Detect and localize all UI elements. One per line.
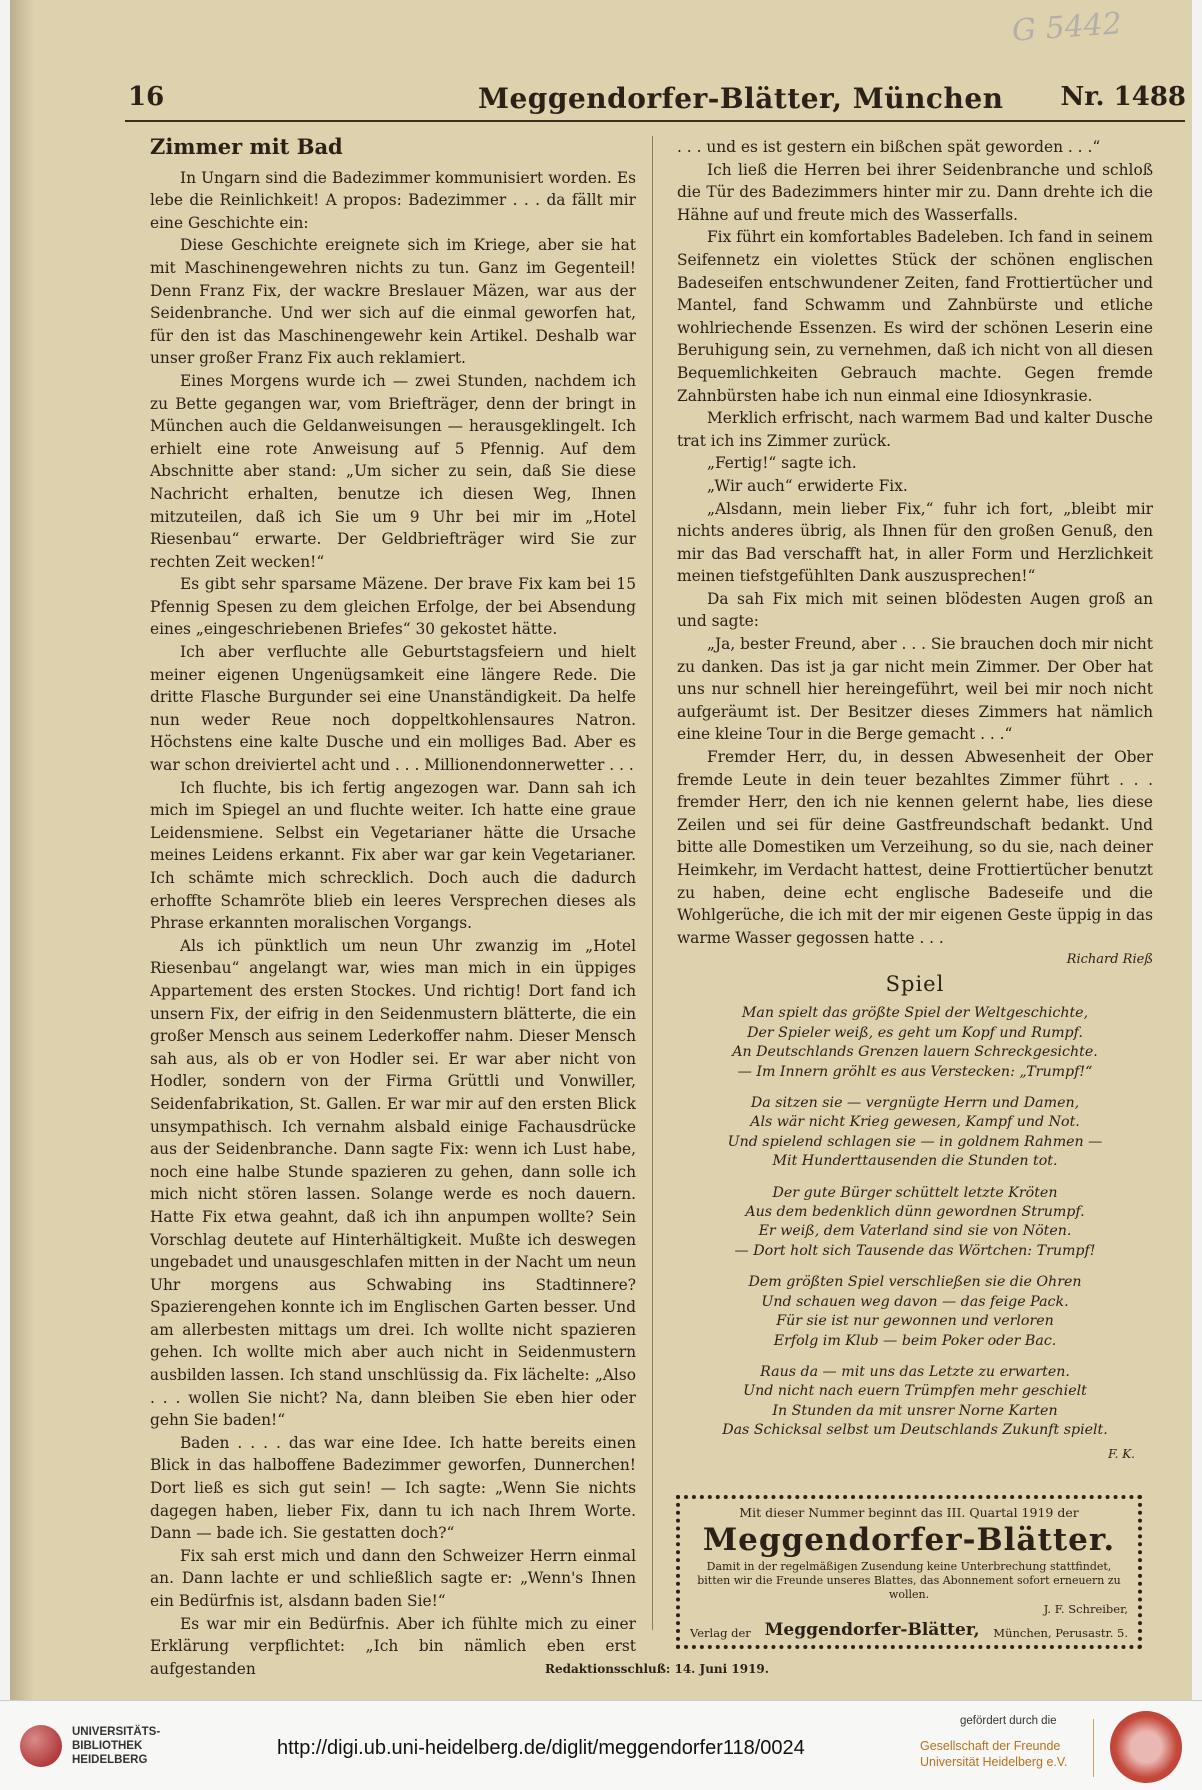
poem-line: Erfolg im Klub — beim Poker oder Bac.: [773, 1332, 1057, 1349]
article-paragraph: „Wir auch“ erwiderte Fix.: [707, 476, 908, 495]
shelfmark-pencil-note: G 5442: [1011, 6, 1124, 49]
article-paragraph: Merklich erfrischt, nach warmem Bad und kalter Dusche trat ich ins Zimmer zurück.: [677, 409, 1153, 450]
poem-stanza: [677, 1184, 1153, 1262]
article-paragraph: Fix führt ein komfortables Badeleben. Ich fand in seinem Seifennetz ein violettes Stück der schönen englischen Badeseifen entschwundener Zeiten, fand Frottiertücher und Mantel, fand Schwamm und Zahnbürste und etliche wohlriechende Essenzen. Es wird der schönen Leserin eine Beruhigung sein, zu vernehmen, daß ich nicht von all diesen Bequemlichkeiten Gebrauch machte. Gegen fremde Zahnbürsten habe ich nun einmal eine Idiosynkrasie.: [677, 228, 1153, 405]
poem-line: Das Schicksal selbst um Deutschlands Zukunft spielt.: [722, 1422, 1108, 1439]
poem-line: Mit Hunderttausenden die Stunden tot.: [772, 1153, 1058, 1170]
column-divider: [652, 136, 653, 1630]
poem-line: Der gute Bürger schüttelt letzte Kröten: [772, 1184, 1058, 1201]
poem-line: Und spielend schlagen sie — in goldnem Rahmen —: [727, 1133, 1103, 1150]
advert-publisher: J. F. Schreiber,: [1043, 1602, 1128, 1616]
publication-title: Meggendorfer-Blätter, München: [478, 82, 1004, 115]
poem-line: Da sitzen sie — vergnügte Herrn und Damen,: [750, 1095, 1080, 1112]
poem-stanza: [677, 1004, 1153, 1082]
article-paragraph: Diese Geschichte ereignete sich im Kriege, aber sie hat mit Maschinengewehren nichts zu tun. Ganz im Gegenteil! Denn Franz Fix, der wackre Breslauer Mäzen, war aus der Seidenbranche. Und wer sich auf die einmal geworfen hat, für den ist das Maschinengewehr kein Artikel. Deshalb war unser großer Franz Fix auch reklamiert.: [150, 236, 636, 368]
page-header: [128, 82, 1186, 120]
poem-line: — Dort holt sich Tausende das Wörtchen: Trumpf!: [734, 1242, 1096, 1259]
university-seal-icon: [1110, 1711, 1182, 1783]
poem-line: Als wär nicht Krieg gewesen, Kampf und Not.: [750, 1114, 1080, 1131]
advert-verlag-label: Verlag der: [690, 1626, 751, 1640]
advert-footer: [690, 1620, 1128, 1640]
poem-stanza: [677, 1094, 1153, 1172]
issue-number: Nr. 1488: [1060, 82, 1186, 112]
sponsor-name-line: Universität Heidelberg e.V.: [920, 1755, 1068, 1769]
article-paragraph: „Ja, bester Freund, aber . . . Sie brauchen doch mir nicht zu danken. Das ist ja gar nicht mein Zimmer. Der Ober hat uns nur schnell hier hereingeführt, weil bei mir noch nicht aufgeräumt ist. Der Besitzer dieses Zimmers hat nämlich eine kleine Tour in die Berge gemacht . . .“: [677, 635, 1153, 744]
article-paragraph: „Fertig!“ sagte ich.: [707, 454, 857, 473]
viewer-footer: [0, 1700, 1202, 1790]
poem-line: Man spielt das größte Spiel der Weltgeschichte,: [741, 1005, 1089, 1022]
header-rule: [125, 120, 1185, 122]
sponsor-name-line: Gesellschaft der Freunde: [920, 1739, 1061, 1753]
poem-stanza: [677, 1273, 1153, 1351]
permalink-url[interactable]: http://digi.ub.uni-heidelberg.de/diglit/meggendorfer118/0024: [277, 1737, 805, 1759]
library-seal-icon: [20, 1725, 62, 1767]
article-paragraph: Fremder Herr, du, in dessen Abwesenheit der Ober fremde Leute in dein teuer bezahltes Zimmer führt . . . fremder Herr, den ich nie kennen gelernt habe, lies diese Zeilen und sei für deine Gastfreundschaft bedankt. Und bitte alle Domestiken um Verzeihung, so du sie, nach deiner Heimkehr, im Verdacht hattest, deine Frottiertücher benutzt zu haben, deine echt englische Badeseife und die Wohlgerüche, die ich mit der mir eigenen Geste üppig in das warme Wasser gegossen hatte . . .: [677, 748, 1153, 947]
poem: [677, 972, 1153, 1464]
university-library-logo[interactable]: [20, 1725, 160, 1767]
advert-address: München, Perusastr. 5.: [993, 1626, 1128, 1640]
poem-line: Und schauen weg davon — das feige Pack.: [761, 1293, 1069, 1310]
editorial-deadline: Redaktionsschluß: 14. Juni 1919.: [545, 1662, 769, 1676]
poem-line: Raus da — mit uns das Letzte zu erwarten.: [760, 1363, 1070, 1380]
poem-stanza: [677, 1363, 1153, 1441]
advert-name: Meggendorfer-Blätter.: [702, 1522, 1116, 1558]
poem-line: Und nicht nach euern Trümpfen mehr geschielt: [743, 1383, 1087, 1400]
article-paragraph: Ich fluchte, bis ich fertig angezogen war. Dann sah ich mich im Spiegel an und fluchte weiter. Ich hatte eine graue Leidensmiene. Selbst ein Vegetarianer hätte die Ursache meines Leidens erkannt. Fix aber war gar kein Vegetarianer. Ich schämte mich schrecklich. Doch auch die dadurch erhoffte Schamröte blieb ein leeres Versprechen dieses als Phrase erkannten moralischen Vorgangs.: [150, 778, 636, 933]
poem-line: An Deutschlands Grenzen lauern Schreckgesichte.: [732, 1044, 1098, 1061]
library-name-line: BIBLIOTHEK: [72, 1740, 143, 1752]
article-paragraph: In Ungarn sind die Badezimmer kommunisiert worden. Es lebe die Reinlichkeit! A propos: Badezimmer . . . da fällt mir eine Geschichte ein:: [150, 168, 636, 232]
article-author: Richard Rieß: [1066, 952, 1153, 968]
left-column: [150, 136, 636, 1680]
poem-title: Spiel: [885, 972, 945, 996]
article-paragraph: Als ich pünktlich um neun Uhr zwanzig im „Hotel Riesenbau“ angelangt war, wies man mich in ein üppiges Appartement des ersten Stockes. Und richtig! Dort fand ich unsern Fix, der eifrig in den Seidenmustern blätterte, die ein großer Mensch aus seinem Lederkoffer nahm. Dieser Mensch sah aus, als ob er von Hodler sei. Er war aber nicht von Hodler, sondern von der Firma Grüttli und Vonwiller, Seidenfabrikation, St. Gallen. Er war mir auf den ersten Blick unsympathisch. Ich vernahm alsbald einige Fachausdrücke aus der Seidenbranche. Dann sagte Fix: wenn ich Lust habe, noch eine halbe Stunde spazieren zu gehen, dann solle ich mich nicht stören lassen. Solange werde es noch dauern. Hatte Fix etwa geahnt, daß ich ihn anpumpen wollte? Sein Vorschlag deutete auf Hinterhältigkeit. Mußte ich deswegen ungebadet und unausgeschlafen mitten in der Nacht um neun Uhr morgens aus Schwabing ins Stadtinnere? Spazierengehen konnte ich im Englischen Garten besser. Und am allerbesten mittags um drei. Ich wollte nicht spazieren gehen. Ich wollte mich aber auch nicht in Seidenmustern ausbilden lassen. Ich stand unschlüssig da. Fix lächelte: „Also . . . wollen Sie nicht? Na, dann bleiben Sie eben hier oder gehn Sie baden!“: [150, 936, 636, 1430]
poem-line: Für sie ist nur gewonnen und verloren: [776, 1313, 1054, 1330]
right-column: [677, 136, 1153, 972]
poem-line: — Im Innern gröhlt es aus Verstecken: „Trumpf!“: [737, 1063, 1093, 1080]
advert-body: Damit in der regelmäßigen Zusendung keine Unterbrechung stattfindet, bitten wir die Freunde unseres Blattes, das Abonnement sofort erneuern zu wollen.: [697, 1560, 1121, 1601]
library-name-line: UNIVERSITÄTS-: [72, 1726, 161, 1738]
subscription-advert: [676, 1495, 1142, 1649]
poem-line: In Stunden da mit unsrer Norne Karten: [772, 1402, 1058, 1419]
article-paragraph: Ich ließ die Herren bei ihrer Seidenbranche und schloß die Tür des Badezimmers hinter mir zu. Dann drehte ich die Hähne auf und freute mich des Wasserfalls.: [677, 160, 1153, 224]
article-paragraph: „Alsdann, mein lieber Fix,“ fuhr ich fort, „bleibt mir nichts anderes übrig, als Ihnen für den großen Genuß, den mir das Bad verschafft hat, in aller Form und Herzlichkeit meinen tiefstgefühlten Dank auszusprechen!“: [677, 499, 1153, 586]
article-paragraph: Da sah Fix mich mit seinen blödesten Augen groß an und sagte:: [677, 589, 1153, 631]
poem-signature: F. K.: [1108, 1446, 1135, 1461]
page-number: 16: [128, 82, 165, 112]
sponsor-name[interactable]: [920, 1738, 1068, 1770]
library-name-line: HEIDELBERG: [72, 1754, 148, 1766]
article-paragraph: Baden . . . . das war eine Idee. Ich hatte bereits einen Blick in das halboffene Badezimmer geworfen, Dunnerchen! Dort ließ es sich gut sein! — Ich sagte: „Wenn Sie nichts dagegen haben, lieber Fix, dann tu ich nach Ihrem Worte. Dann — bade ich. Sie gestatten doch?“: [150, 1433, 636, 1543]
poem-line: Aus dem bedenklich dünn gewordnen Strumpf.: [745, 1204, 1085, 1221]
advert-verlag-name: Meggendorfer-Blätter,: [764, 1620, 980, 1640]
funded-by-label: gefördert durch die: [960, 1715, 1057, 1727]
article-paragraph: Es gibt sehr sparsame Mäzene. Der brave Fix kam bei 15 Pfennig Spesen zu dem gleichen Erfolge, der bei Absendung eines „eingeschriebenen Briefes“ 30 gekostet hätte.: [150, 575, 636, 639]
poem-line: Der Spieler weiß, es geht um Kopf und Rumpf.: [747, 1024, 1083, 1041]
article-paragraph: Ich aber verfluchte alle Geburtstagsfeiern und hielt meiner eigenen Ungenügsamkeit eine längere Rede. Die dritte Flasche Burgunder sei eine Unanständigkeit. Da helfe nun weder Reue noch doppeltkohlensaures Natron. Höchstens eine kalte Dusche und ein molliges Bad. Aber es war schon dreiviertel acht und . . . Millionendonnerwetter . . .: [150, 643, 636, 775]
article-paragraph: Es war mir ein Bedürfnis. Aber ich fühlte mich zu einer Erklärung verpflichtet: „Ich bin nämlich eben erst aufgestanden: [150, 1614, 636, 1678]
advert-intro: Mit dieser Nummer beginnt das III. Quartal 1919 der: [739, 1505, 1079, 1520]
article-paragraph: Eines Morgens wurde ich — zwei Stunden, nachdem ich zu Bette gegangen war, vom Briefträger, denn der bringt in München auch die Geldanweisungen — herausgeklingelt. Ich erhielt eine rote Anweisung auf 5 Pfennig. Auf dem Abschnitte aber stand: „Um sicher zu sein, daß Sie diese Nachricht erhalten, benutze ich diesen Weg, Ihnen mitzuteilen, daß ich Sie um 9 Uhr bei mir im „Hotel Riesenbau“ erwarte. Der Geldbriefträger wird Sie zur rechten Zeit wecken!“: [150, 371, 636, 571]
poem-line: Er weiß, dem Vaterland sind sie von Nöten.: [758, 1223, 1072, 1240]
article-paragraph: Fix sah erst mich und dann den Schweizer Herrn einmal an. Dann lachte er und schließlich sagte er: „Wenn's Ihnen ein Bedürfnis ist, alsdann baden Sie!“: [150, 1546, 636, 1610]
footer-divider: [1093, 1719, 1094, 1777]
poem-line: Dem größten Spiel verschließen sie die Ohren: [748, 1274, 1082, 1291]
article-title: Zimmer mit Bad: [150, 134, 343, 159]
article-paragraph: . . . und es ist gestern ein bißchen spät geworden . . .“: [677, 138, 1101, 156]
